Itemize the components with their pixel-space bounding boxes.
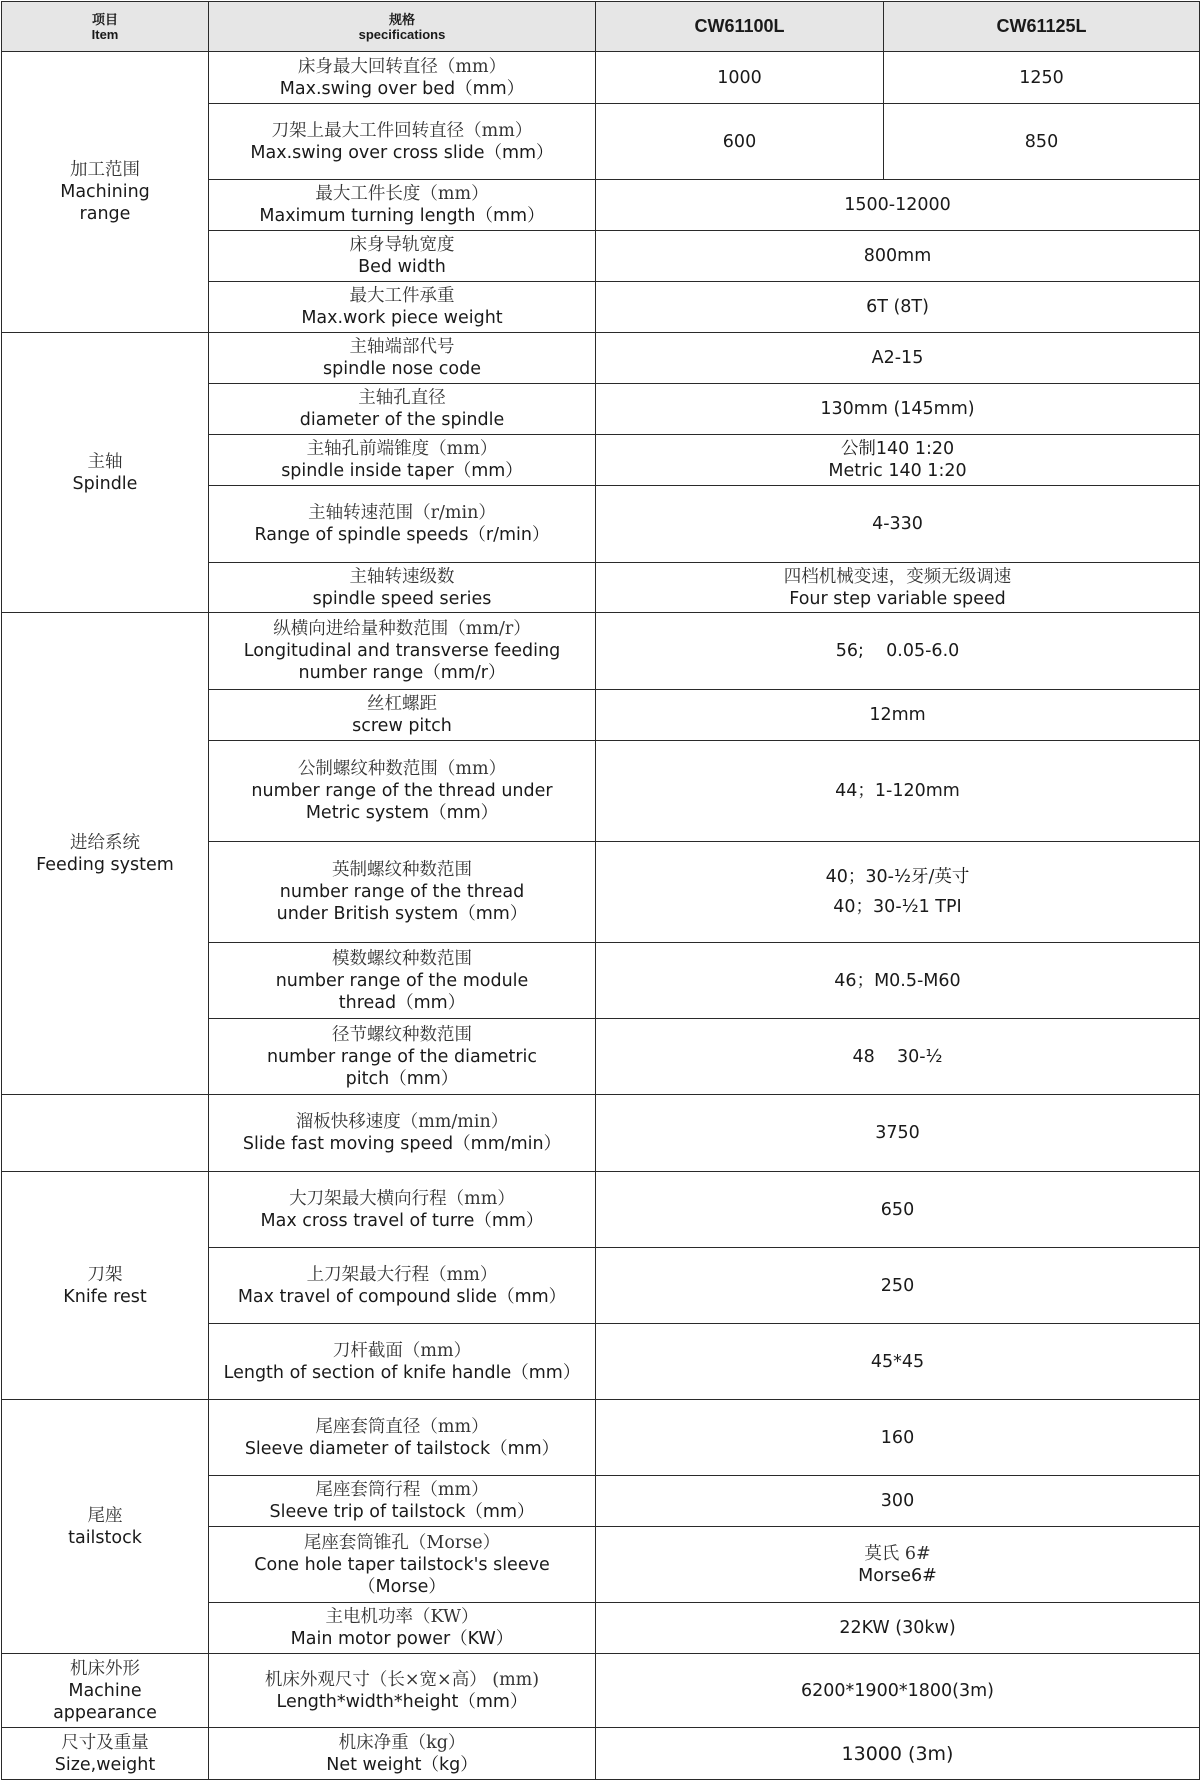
model-b-header: CW61125L [884, 2, 1200, 52]
spec-turning-length: 最大工件长度（mm） Maximum turning length（mm） [209, 180, 596, 231]
value-cone-hole: 莫氏 6# Morse6# [596, 1527, 1200, 1603]
value-net-weight: 13000 (3m) [596, 1728, 1200, 1780]
value-metric-thread: 44；1-120mm [596, 741, 1200, 842]
value-fast-speed: 3750 [596, 1095, 1200, 1172]
spec-diametric-pitch: 径节螺纹种数范围 number range of the diametric pitch（mm） [209, 1019, 596, 1095]
group-machining-range: 加工范围 Machining range [2, 52, 209, 333]
value-dimensions: 6200*1900*1800(3m) [596, 1654, 1200, 1728]
spec-speed-series: 主轴转速级数 spindle speed series [209, 563, 596, 613]
value-sleeve-diameter: 160 [596, 1400, 1200, 1476]
spec-swing-cross-slide: 刀架上最大工件回转直径（mm） Max.swing over cross slide（mm） [209, 104, 596, 180]
table-row [2, 1654, 1200, 1728]
spec-sleeve-trip: 尾座套筒行程（mm） Sleeve trip of tailstock（mm） [209, 1476, 596, 1527]
table-row [2, 1172, 1200, 1248]
value-british-thread: 40；30-½牙/英寸 40；30-½1 TPI [596, 842, 1200, 943]
group-empty [2, 1095, 209, 1172]
value-spindle-taper: 公制140 1:20 Metric 140 1:20 [596, 435, 1200, 486]
value-screw-pitch: 12mm [596, 690, 1200, 741]
value-swing-slide-a: 600 [596, 104, 884, 180]
item-header: 项目 Item [2, 2, 209, 52]
spec-work-weight: 最大工件承重 Max.work piece weight [209, 282, 596, 333]
spec-net-weight: 机床净重（kg） Net weight（kg） [209, 1728, 596, 1780]
value-spindle-diameter: 130mm (145mm) [596, 384, 1200, 435]
spec-cone-hole: 尾座套筒锥孔（Morse） Cone hole taper tailstock's sleeve （Morse） [209, 1527, 596, 1603]
spec-swing-bed: 床身最大回转直径（mm） Max.swing over bed（mm） [209, 52, 596, 104]
value-knife-handle: 45*45 [596, 1324, 1200, 1400]
table-row [2, 1400, 1200, 1476]
spec-motor-power: 主电机功率（KW） Main motor power（KW） [209, 1603, 596, 1654]
table-row [2, 52, 1200, 104]
spec-bed-width: 床身导轨宽度 Bed width [209, 231, 596, 282]
value-swing-slide-b: 850 [884, 104, 1200, 180]
spec-header: 规格 specifications [209, 2, 596, 52]
value-bed-width: 800mm [596, 231, 1200, 282]
spec-sleeve-diameter: 尾座套筒直径（mm） Sleeve diameter of tailstock（mm） [209, 1400, 596, 1476]
spec-module-thread: 模数螺纹种数范围 number range of the module thread（mm） [209, 943, 596, 1019]
spec-feeding-range: 纵横向进给量种数范围（mm/r） Longitudinal and transverse feeding number range（mm/r） [209, 613, 596, 690]
model-a-header: CW61100L [596, 2, 884, 52]
spec-cross-travel: 大刀架最大横向行程（mm） Max cross travel of turre（mm） [209, 1172, 596, 1248]
value-diametric-pitch: 48 30-½ [596, 1019, 1200, 1095]
value-swing-bed-a: 1000 [596, 52, 884, 104]
value-work-weight: 6T (8T) [596, 282, 1200, 333]
spec-metric-thread: 公制螺纹种数范围（mm） number range of the thread under Metric system（mm） [209, 741, 596, 842]
table-row [2, 1728, 1200, 1780]
spec-knife-handle: 刀杆截面（mm） Length of section of knife handle（mm） [209, 1324, 596, 1400]
spec-british-thread: 英制螺纹种数范围 number range of the thread under British system（mm） [209, 842, 596, 943]
group-tailstock: 尾座 tailstock [2, 1400, 209, 1654]
header-row [2, 2, 1200, 52]
table-row [2, 1095, 1200, 1172]
spec-speed-range: 主轴转速范围（r/min） Range of spindle speeds（r/min） [209, 486, 596, 563]
value-nose-code: A2-15 [596, 333, 1200, 384]
group-size-weight: 尺寸及重量 Size,weight [2, 1728, 209, 1780]
value-cross-travel: 650 [596, 1172, 1200, 1248]
specifications-table [1, 1, 1200, 1780]
value-speed-series: 四档机械变速，变频无级调速 Four step variable speed [596, 563, 1200, 613]
value-speed-range: 4-330 [596, 486, 1200, 563]
table-row [2, 613, 1200, 690]
value-motor-power: 22KW (30kw) [596, 1603, 1200, 1654]
spec-dimensions: 机床外观尺寸（长×宽×高） (mm) Length*width*height（mm） [209, 1654, 596, 1728]
value-turning-length: 1500-12000 [596, 180, 1200, 231]
spec-spindle-diameter: 主轴孔直径 diameter of the spindle [209, 384, 596, 435]
value-compound-travel: 250 [596, 1248, 1200, 1324]
spec-fast-speed: 溜板快移速度（mm/min） Slide fast moving speed（mm/min） [209, 1095, 596, 1172]
value-module-thread: 46；M0.5-M60 [596, 943, 1200, 1019]
group-knife-rest: 刀架 Knife rest [2, 1172, 209, 1400]
value-swing-bed-b: 1250 [884, 52, 1200, 104]
spec-screw-pitch: 丝杠螺距 screw pitch [209, 690, 596, 741]
table-row [2, 333, 1200, 384]
spec-compound-travel: 上刀架最大行程（mm） Max travel of compound slide（mm） [209, 1248, 596, 1324]
group-feeding-system: 进给系统 Feeding system [2, 613, 209, 1095]
value-sleeve-trip: 300 [596, 1476, 1200, 1527]
spec-spindle-taper: 主轴孔前端锥度（mm） spindle inside taper（mm） [209, 435, 596, 486]
spec-nose-code: 主轴端部代号 spindle nose code [209, 333, 596, 384]
group-machine-appearance: 机床外形 Machine appearance [2, 1654, 209, 1728]
value-feeding-range: 56; 0.05-6.0 [596, 613, 1200, 690]
group-spindle: 主轴 Spindle [2, 333, 209, 613]
